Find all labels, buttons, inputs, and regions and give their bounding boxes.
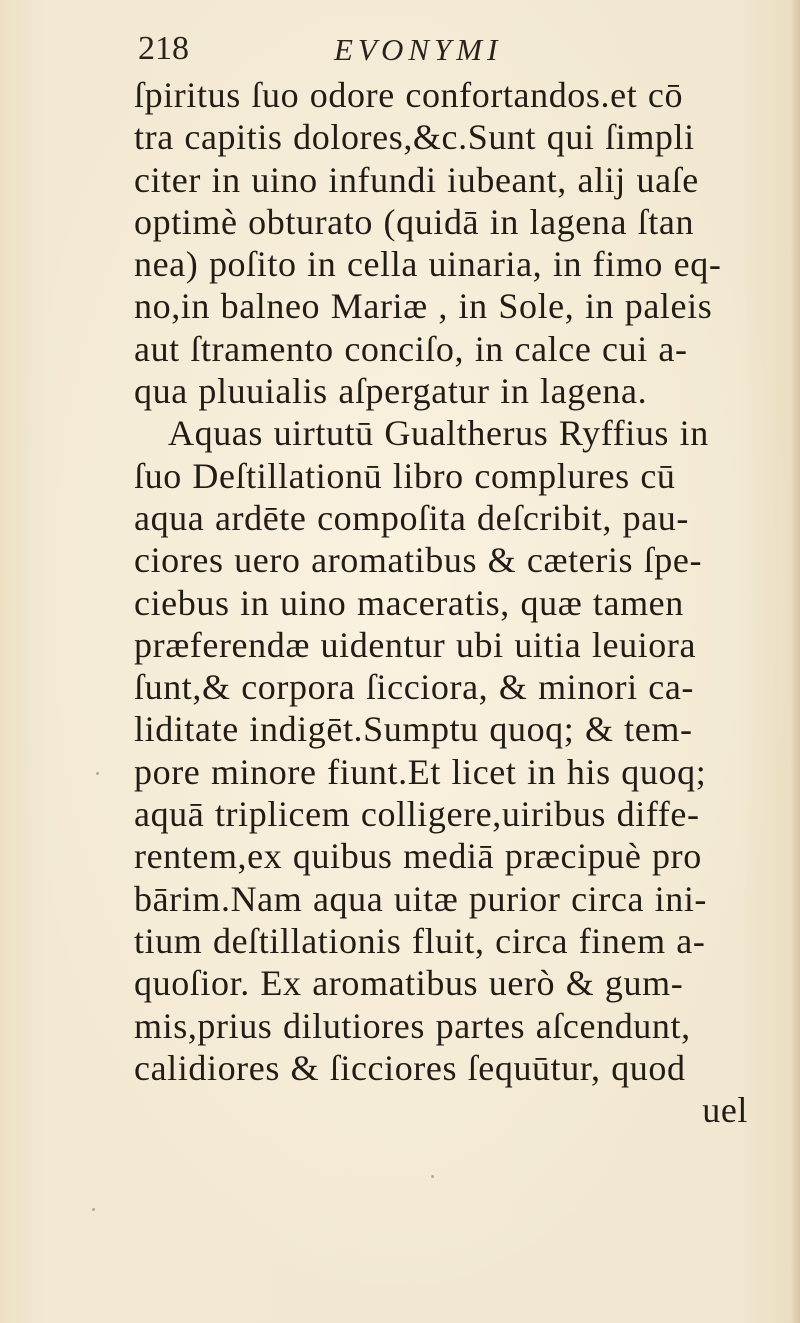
text-line: calidiores & ſicciores ſequūtur, quod [134, 1047, 686, 1088]
running-head: EVONYMI [334, 32, 503, 67]
text-line: præferendæ uidentur ubi uitia leuiora [134, 624, 697, 665]
text-line: liditate indigēt.Sumptu quoq; & tem- [134, 709, 693, 750]
text-line: optimè obturato (quidā in lagena ſtan [134, 201, 695, 242]
text-line: aqua ardēte compoſita deſcribit, pau- [134, 497, 689, 538]
body-text [134, 74, 774, 1131]
text-line: nea) poſito in cella uinaria, in fimo eq- [134, 244, 722, 285]
text-line: ſpiritus ſuo odore confortandos.et cō [134, 75, 684, 115]
page-header [134, 30, 654, 70]
text-line: aquā triplicem colligere,uiribus diffe- [134, 794, 700, 835]
text-line: tium deſtillationis fluit, circa finem a- [134, 920, 706, 961]
text-line: ſuo Deſtillationū libro complures cū [134, 455, 676, 496]
text-line: ſunt,& corpora ſicciora, & minori ca- [134, 667, 695, 708]
paper-speck [431, 1175, 434, 1178]
text-line: qua pluuialis aſpergatur in lagena. [134, 371, 648, 412]
paper-speck [92, 1208, 95, 1211]
page-number: 218 [138, 30, 189, 67]
text-line: bārim.Nam aqua uitæ purior circa ini- [134, 878, 708, 919]
text-line: pore minore fiunt.Et licet in his quoq; [134, 751, 707, 792]
text-line: aut ſtramento conciſo, in calce cui a- [134, 328, 688, 369]
page-edge-shadow [790, 0, 800, 1323]
catchword: uel [702, 1090, 748, 1131]
paragraph-start-line: Aquas uirtutū Gualtherus Ryffius in [168, 413, 709, 454]
text-line: ciebus in uino maceratis, quæ tamen [134, 582, 684, 623]
text-line: rentem,ex quibus mediā præcipuè pro [134, 836, 702, 877]
text-line: no,in balneo Mariæ , in Sole, in paleis [134, 286, 713, 327]
text-line: quoſior. Ex aromatibus uerò & gum- [134, 963, 684, 1004]
text-line: ciores uero aromatibus & cæteris ſpe- [134, 540, 703, 581]
paper-speck [96, 772, 99, 775]
text-line: citer in uino infundi iubeant, alij uaſe [134, 159, 699, 200]
text-line: mis,prius dilutiores partes aſcendunt, [134, 1005, 691, 1046]
text-line: tra capitis dolores,&c.Sunt qui ſimpli [134, 117, 695, 158]
